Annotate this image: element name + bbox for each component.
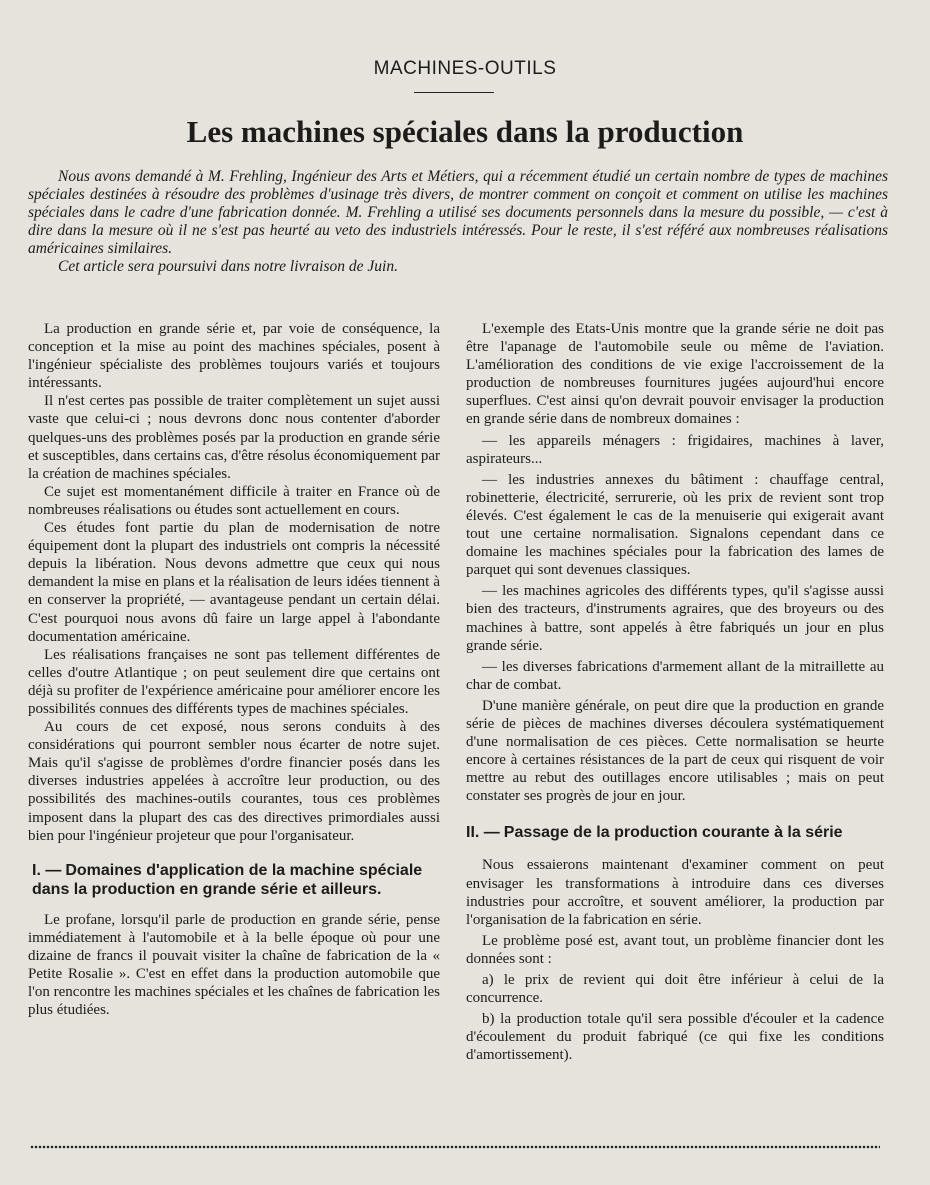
- section-heading-2: [466, 823, 884, 842]
- body-paragraph: Ce sujet est momentanément difficile à traiter en France où de nombreuses réalisations ou études sont actuellement en cours.: [28, 483, 440, 518]
- left-column: [28, 320, 440, 1019]
- section-number: I. —: [32, 861, 62, 879]
- list-item: — les machines agricoles des différents types, qu'il s'agisse aussi bien des tracteurs, d'instruments agraires, que des broyeurs ou des machines à battre, sont appelés à être fabriqués un jour en plus grande série.: [466, 583, 884, 654]
- list-item: a) le prix de revient qui doit être inférieur à celui de la concurrence.: [466, 972, 884, 1007]
- section-heading-1: [28, 861, 440, 899]
- right-column: [466, 320, 884, 1067]
- body-paragraph: Il n'est certes pas possible de traiter complètement un sujet aussi vaste que celui-ci ; nous devrons donc nous contenter d'aborder quelques-uns des problèmes posés par la production en grande série et susceptibles, dans certains cas, d'être résolus économiquement par la création de machines spéciales.: [28, 393, 440, 482]
- list-item: — les appareils ménagers : frigidaires, machines à laver, aspirateurs...: [466, 432, 884, 467]
- list-item: b) la production totale qu'il sera possible d'écouler et la cadence d'écoulement du produit fabriqué (ce qui fixe les conditions d'amortissement).: [466, 1011, 884, 1064]
- body-paragraph: Le problème posé est, avant tout, un problème financier dont les données sont :: [466, 932, 884, 967]
- intro-continuation-note: Cet article sera poursuivi dans notre livraison de Juin.: [58, 258, 398, 275]
- body-paragraph: Au cours de cet exposé, nous serons conduits à des considérations qui pourront sembler nous écarter de notre sujet. Mais qu'il s'agisse de problèmes d'ordre financier posés dans les diverses industries appelées à accroître leur production, ou des possibilités des machines-outils courantes, tous ces problèmes imposent dans la plupart des cas des directives primordiales aussi bien pour l'ingénieur projeteur que pour l'organisateur.: [28, 719, 440, 844]
- article-intro: [28, 168, 888, 276]
- body-paragraph: D'une manière générale, on peut dire que la production en grande série de pièces de machines diverses découlera systématiquement d'une normalisation de ces pièces. Cette normalisation se heurte encore à certaines résistances de la part de ceux qui risquent de voir mettre au rebut des outillages encore utilisables ; mais on peut constater ses progrès de jour en jour.: [466, 697, 884, 805]
- body-paragraph: La production en grande série et, par voie de conséquence, la conception et la mise au point des machines spéciales, posent à l'ingénieur spécialiste des problèmes toujours variés et toujours intéressants.: [28, 321, 440, 392]
- section-title: Passage de la production courante à la série: [503, 824, 843, 842]
- body-paragraph: Nous essaierons maintenant d'examiner comment on peut envisager les transformations à introduire dans ces diverses industries pour accroître, et souvent améliorer, la production par l'organisation de la fabrication en série.: [466, 857, 884, 928]
- list-item: — les industries annexes du bâtiment : chauffage central, robinetterie, électricité, serrurerie, où les prix de revient sont trop élevés. C'est également le cas de la menuiserie qui exigerait avant tout une certaine normalisation. Signalons cependant dans ce domaine les machines spéciales pour la fabrication des lames de parquet qui sont devenues classiques.: [466, 471, 884, 579]
- rubric-underline: [414, 92, 494, 93]
- article-title: Les machines spéciales dans la production: [186, 114, 744, 149]
- section-title: Domaines d'application de la machine spéciale dans la production en grande série et ailleurs.: [32, 861, 423, 898]
- intro-paragraph: Nous avons demandé à M. Frehling, Ingénieur des Arts et Métiers, qui a récemment étudié un certain nombre de types de machines spéciales destinées à résoudre des problèmes d'usinage très divers, de montrer comment on conçoit et comment on utilise les machines spéciales dans le cadre d'une fabrication donnée. M. Frehling a utilisé ses documents personnels dans la mesure du possible, — c'est à dire dans la mesure où il ne s'est pas heurté au veto des industriels intéressés. Pour le reste, il s'est référé aux nombreuses réalisations américaines similaires.: [28, 168, 888, 257]
- body-paragraph: L'exemple des Etats-Unis montre que la grande série ne doit pas être l'apanage de l'automobile seule ou même de l'aviation. L'amélioration des conditions de vie exige l'accroissement de la production de nombreuses fournitures jugées aujourd'hui encore superflues. C'est ainsi qu'on devrait pouvoir envisager la production en grande série dans de nombreux domaines :: [466, 321, 884, 428]
- body-paragraph: Les réalisations françaises ne sont pas tellement différentes de celles d'outre Atlantique ; on peut seulement dire que certains ont déjà su profiter de l'expérience américaine pour améliorer encore les possibilités connues des différents types de machines spéciales.: [28, 646, 440, 717]
- section-number: II. —: [466, 824, 500, 842]
- section-rubric: MACHINES-OUTILS: [373, 58, 557, 79]
- dotted-footer-rule: [30, 1145, 880, 1149]
- list-item: — les diverses fabrications d'armement allant de la mitraillette au char de combat.: [466, 658, 884, 693]
- body-paragraph: Ces études font partie du plan de modernisation de notre équipement dont la plupart des industriels ont compris la nécessité depuis la libération. Nous devons admettre que ceux qui nous demandent la mise en plans et la réalisation de leurs idées tiennent à en conserver la propriété, — avantageuse pendant un certain délai. C'est pourquoi nous avons dû faire un large appel à l'abondante documentation américaine.: [28, 520, 440, 645]
- body-paragraph: Le profane, lorsqu'il parle de production en grande série, pense immédiatement à l'automobile et à la belle époque où pour une dizaine de francs il pouvait visiter la chaîne de fabrication de la « Petite Rosalie ». C'est en effet dans la production automobile que l'on rencontre les machines spéciales et les chaînes de fabrication les plus étudiées.: [28, 911, 440, 1019]
